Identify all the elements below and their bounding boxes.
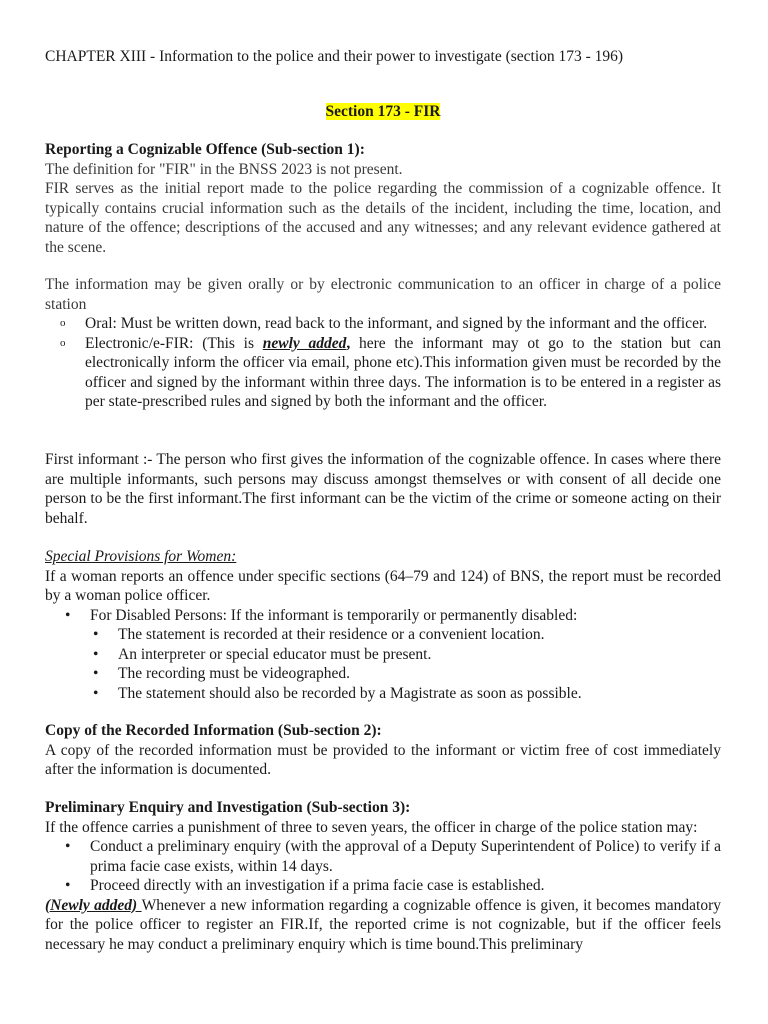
information-modes-intro: The information may be given orally or by electronic communication to an officer in charge of a police station bbox=[45, 276, 721, 313]
efir-text-before: Electronic/e-FIR: (This is bbox=[85, 334, 263, 352]
enquiry-list bbox=[45, 837, 721, 896]
oral-mode-text: Oral: Must be written down, read back to the informant, and signed by the informant and the officer. bbox=[85, 315, 708, 332]
bullet-marker: • bbox=[93, 645, 99, 663]
sublist-text: The recording must be videographed. bbox=[118, 665, 350, 682]
subsection-3-heading: Preliminary Enquiry and Investigation (Sub-section 3): bbox=[45, 799, 411, 816]
information-modes-list bbox=[45, 314, 721, 412]
disabled-list bbox=[45, 606, 721, 626]
women-provisions-heading: Special Provisions for Women: bbox=[45, 548, 237, 565]
bullet-marker: o bbox=[60, 336, 66, 349]
chapter-title: CHAPTER XIII - Information to the police and their power to investigate (section 173 - 196) bbox=[45, 48, 624, 65]
enquiry-item-text: Conduct a preliminary enquiry (with the approval of a Deputy Superintendent of Police) to verify if a prima facie case exists, within 14 days. bbox=[90, 838, 721, 875]
bullet-marker: o bbox=[60, 317, 66, 329]
fir-definition-note: The definition for "FIR" in the BNSS 2023 is not present. bbox=[45, 160, 403, 178]
information-modes bbox=[45, 275, 721, 412]
subsection-3-text: If the offence carries a punishment of three to seven years, the officer in charge of the police station may: bbox=[45, 818, 698, 836]
list-item bbox=[45, 334, 721, 412]
sublist-text: The statement is recorded at their residence or a convenient location. bbox=[118, 626, 545, 643]
bullet-marker: • bbox=[93, 665, 99, 682]
first-informant-paragraph: First informant :- The person who first gives the information of the cognizable offence. In cases where there are multiple informants, such persons may discuss amongst themselves or with consent of all decide one person to be the first informant.The first informant can be the victim of the crime or someone acting on their behalf. bbox=[45, 451, 721, 527]
efir-text-after: here the informant may ot go to the station but can electronically inform the officer via email, phone etc).This information given must be recorded by the officer and signed by the informant within three days. The information is to be entered in a register as per state-prescribed rules and signed by both the informant and the officer. bbox=[85, 334, 721, 410]
newly-added-paragraph bbox=[45, 896, 721, 955]
disabled-persons-text: For Disabled Persons: If the informant is temporarily or permanently disabled: bbox=[90, 606, 578, 624]
list-item bbox=[45, 606, 721, 626]
subsection-3 bbox=[45, 798, 721, 954]
bullet-marker: • bbox=[93, 684, 99, 702]
subsection-1-heading: Reporting a Cognizable Offence (Sub-section 1): bbox=[45, 141, 365, 158]
list-item bbox=[45, 664, 721, 684]
women-provisions-text: If a woman reports an offence under specific sections (64–79 and 124) of BNS, the report must be recorded by a woman police officer. bbox=[45, 567, 721, 604]
list-item bbox=[45, 625, 721, 645]
section-title-wrap bbox=[45, 102, 721, 122]
sublist-text: The statement should also be recorded by a Magistrate as soon as possible. bbox=[118, 684, 582, 702]
newly-added-text: Whenever a new information regarding a cognizable offence is given, it becomes mandatory for the police officer to register an FIR.If, the reported crime is not cognizable, but if the officer feels necessary he may conduct a preliminary enquiry which is time bound.This preliminary bbox=[45, 896, 721, 953]
bullet-marker: • bbox=[65, 838, 71, 855]
subsection-2-heading: Copy of the Recorded Information (Sub-section 2): bbox=[45, 722, 382, 739]
list-item bbox=[45, 684, 721, 704]
list-item bbox=[45, 837, 721, 876]
bullet-marker: • bbox=[65, 606, 71, 624]
newly-added-label: (Newly added) bbox=[45, 896, 142, 914]
efir-comma: , bbox=[346, 334, 351, 352]
disabled-sublist bbox=[45, 625, 721, 703]
sublist-text: An interpreter or special educator must be present. bbox=[118, 645, 432, 663]
women-provisions bbox=[45, 547, 721, 703]
subsection-2-text: A copy of the recorded information must be provided to the informant or victim free of cost immediately after the information is documented. bbox=[45, 741, 721, 778]
list-item bbox=[45, 314, 721, 334]
enquiry-item-text: Proceed directly with an investigation if a prima facie case is established. bbox=[90, 877, 545, 894]
section-title: Section 173 - FIR bbox=[325, 103, 441, 120]
list-item bbox=[45, 876, 721, 896]
bullet-marker: • bbox=[65, 877, 71, 894]
subsection-2 bbox=[45, 721, 721, 780]
bullet-marker: • bbox=[93, 626, 99, 643]
efir-newly-added: newly added bbox=[262, 334, 347, 352]
subsection-1 bbox=[45, 140, 721, 257]
list-item bbox=[45, 645, 721, 665]
fir-description: FIR serves as the initial report made to the police regarding the commission of a cognizable offence. It typically contains crucial information such as the details of the incident, including the time, location, and nature of the offence; descriptions of the accused and any witnesses; and any relevant evidence gathered at the scene. bbox=[45, 180, 721, 256]
